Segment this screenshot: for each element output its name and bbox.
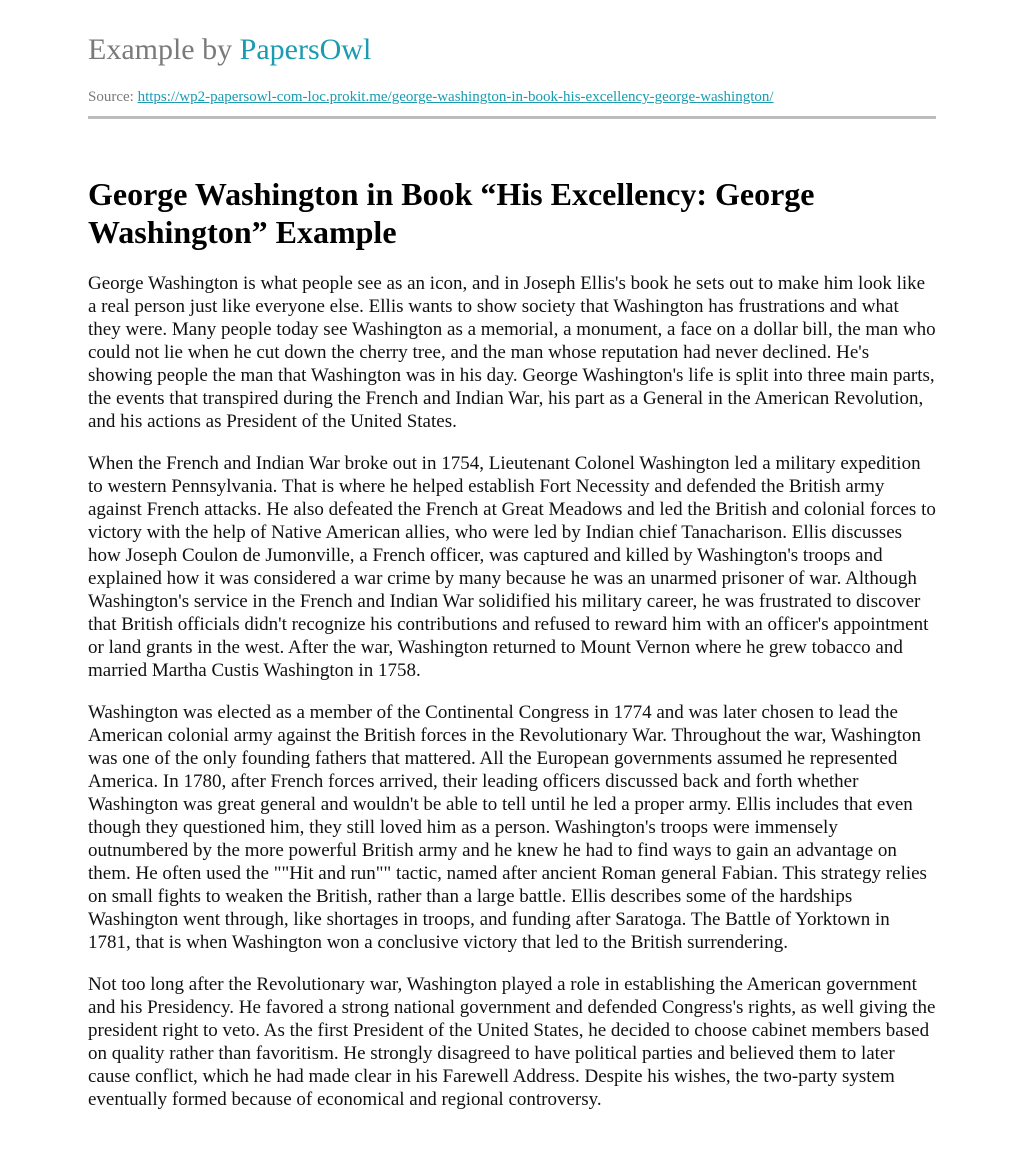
source-link[interactable]: https://wp2-papersowl-com-loc.prokit.me/george-washington-in-book-his-excellency-george-washington/ bbox=[137, 89, 774, 105]
article-title: George Washington in Book “His Excellency: George Washington” Example bbox=[88, 176, 815, 250]
header-divider bbox=[88, 116, 936, 119]
page-header bbox=[88, 0, 936, 119]
source-line bbox=[88, 87, 936, 107]
article-body bbox=[88, 272, 936, 1111]
article-paragraph: Not too long after the Revolutionary war, Washington played a role in establishing the American government and his Presidency. He favored a strong national government and defended Congress's rights, as well giving the president right to veto. As the first President of the United States, he decided to choose cabinet members based on quality rather than favoritism. He strongly disagreed to have political parties and believed them to later cause conflict, which he had made clear in his Farewell Address. Despite his wishes, the two-party system eventually formed because of economical and regional controversy. bbox=[88, 974, 936, 1110]
article-paragraph: When the French and Indian War broke out in 1754, Lieutenant Colonel Washington led a military expedition to western Pennsylvania. That is where he helped establish Fort Necessity and defended the British army against French attacks. He also defeated the French at Great Meadows and led the British and colonial forces to victory with the help of Native American allies, who were led by Indian chief Tanacharison. Ellis discusses how Joseph Coulon de Jumonville, a French officer, was captured and killed by Washington's troops and explained how it was considered a war crime by many because he was an unarmed prisoner of war. Although Washington's service in the French and Indian War solidified his military career, he was frustrated to discover that British officials didn't recognize his contributions and refused to reward him with an officer's appointment or land grants in the west. After the war, Washington returned to Mount Vernon where he grew tobacco and married Martha Custis Washington in 1758. bbox=[88, 453, 936, 681]
brand-line bbox=[88, 30, 936, 70]
brand-prefix: Example by bbox=[88, 33, 240, 66]
article-paragraph: Washington was elected as a member of the Continental Congress in 1774 and was later chosen to lead the American colonial army against the British forces in the Revolutionary War. Throughout the war, Washington was one of the only founding fathers that mattered. All the European governments assumed he represented America. In 1780, after French forces arrived, their leading officers discussed back and forth whether Washington was great general and wouldn't be able to tell until he led a proper army. Ellis includes that even though they questioned him, they still loved him as a person. Washington's troops were immensely outnumbered by the more powerful British army and he knew he had to find ways to gain an advantage on them. He often used the ""Hit and run"" tactic, named after ancient Roman general Fabian. This strategy relies on small fights to weaken the British, rather than a large battle. Ellis describes some of the hardships Washington went through, like shortages in troops, and funding after Saratoga. The Battle of Yorktown in 1781, that is when Washington won a conclusive victory that led to the British surrendering. bbox=[88, 702, 927, 953]
source-label: Source: bbox=[88, 89, 138, 105]
brand-name: PapersOwl bbox=[239, 33, 372, 66]
article-paragraph: George Washington is what people see as an icon, and in Joseph Ellis's book he sets out to make him look like a real person just like everyone else. Ellis wants to show society that Washington has frustrations and what they were. Many people today see Washington as a memorial, a monument, a face on a dollar bill, the man who could not lie when he cut down the cherry tree, and the man whose reputation had never declined. He's showing people the man that Washington was in his day. George Washington's life is split into three main parts, the events that transpired during the French and Indian War, his part as a General in the American Revolution, and his actions as President of the United States. bbox=[88, 273, 936, 432]
